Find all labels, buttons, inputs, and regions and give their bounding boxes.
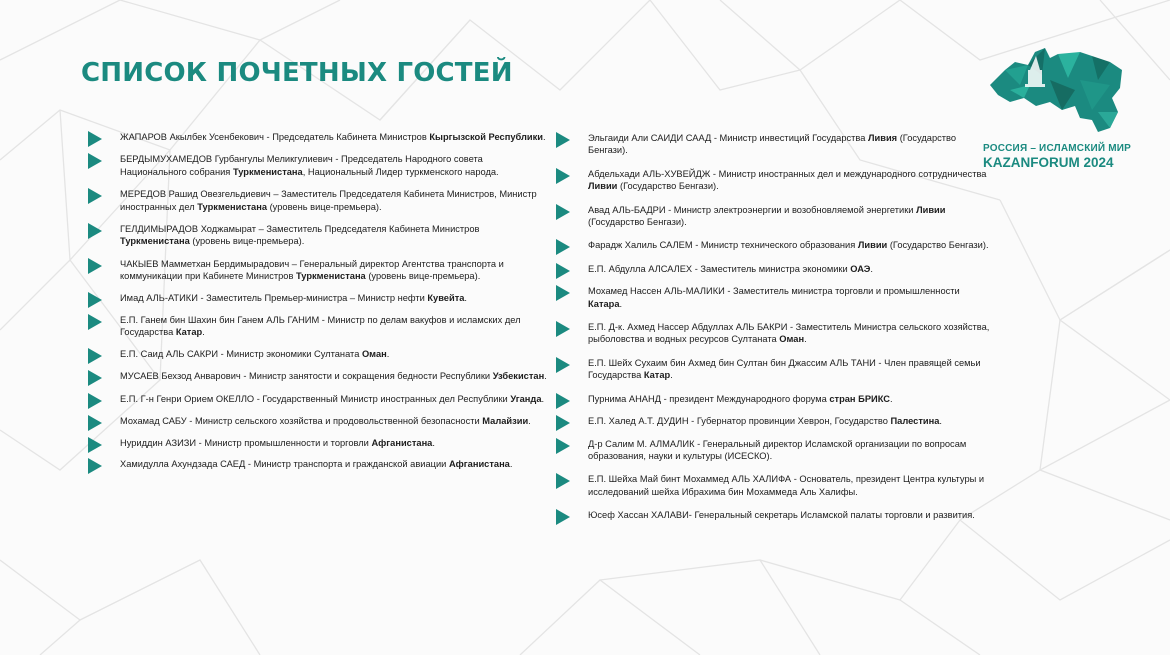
- guest-list-item: [556, 473, 996, 498]
- guest-list-right: [556, 132, 996, 532]
- guest-description: Д-р Салим М. АЛМАЛИК - Генеральный директор Исламской организации по вопросам образования, науки и культуры (ИСЕСКО).: [588, 438, 967, 461]
- kazanforum-logo: [980, 40, 1130, 170]
- guest-description-tail: .: [889, 393, 893, 404]
- guest-description: Е.П. Шейх Сухаим бин Ахмед бин Султан бин Джассим АЛЬ ТАНИ - Член правящей семьи Государства: [588, 357, 981, 381]
- guest-country: Катара: [588, 298, 620, 309]
- arrow-bullet-icon: [556, 239, 570, 255]
- guest-list-item: [556, 393, 996, 405]
- guest-description-tail: .: [804, 334, 807, 345]
- arrow-bullet-icon: [88, 393, 102, 409]
- guest-country: Кувейта: [427, 292, 465, 303]
- arrow-bullet-icon: [88, 258, 102, 274]
- arrow-bullet-icon: [556, 438, 570, 454]
- guest-country: Катар: [175, 327, 203, 338]
- guest-description: МЕРЕДОВ Рашид Овезгельдиевич – Заместитель Председателя Кабинета Министров, Министр иностранных дел: [120, 189, 537, 212]
- guest-list-item: [556, 357, 996, 382]
- guest-description-tail: .: [619, 298, 623, 309]
- guest-list-item: [88, 292, 548, 304]
- arrow-bullet-icon: [88, 415, 102, 431]
- guest-description-tail: .: [541, 393, 545, 404]
- guest-list-item: [88, 314, 548, 339]
- arrow-bullet-icon: [88, 370, 102, 386]
- page-title: СПИСОК ПОЧЕТНЫХ ГОСТЕЙ: [81, 58, 513, 88]
- guest-description: Фарадж Халиль САЛЕМ - Министр технического образования: [588, 240, 858, 251]
- guest-description: Нуриддин АЗИЗИ - Министр промышленности и торговли: [120, 437, 372, 448]
- guest-list-item: [556, 204, 996, 229]
- guest-description: Е.П. Г-н Генри Орием ОКЕЛЛО - Государственный Министр иностранных дел Республики: [120, 393, 511, 404]
- arrow-bullet-icon: [556, 393, 570, 409]
- arrow-bullet-icon: [88, 458, 102, 474]
- guest-description: МУСАЕВ Бехзод Анварович - Министр занятости и сокращения бедности Республики: [120, 371, 493, 382]
- guest-country: Ливии: [857, 240, 888, 251]
- arrow-bullet-icon: [556, 473, 570, 489]
- guest-country: Туркменистана: [232, 166, 303, 177]
- arrow-bullet-icon: [88, 223, 102, 239]
- guest-description-tail: (Государство Бенгази).: [588, 217, 687, 228]
- guest-country: Туркменистана: [295, 271, 366, 282]
- guest-description: Е.П. Абдулла АЛСАЛЕХ - Заместитель министра экономики: [588, 263, 851, 274]
- guest-description-tail: .: [939, 416, 942, 427]
- guest-list-item: [556, 239, 996, 251]
- guest-country: Оман: [779, 334, 805, 345]
- guest-country: Афганистана: [371, 437, 433, 448]
- guest-list-item: [556, 438, 996, 463]
- guest-list-item: [556, 132, 996, 157]
- guest-description: Мохамад САБУ - Министр сельского хозяйства и продовольственной безопасности: [120, 416, 483, 427]
- guest-list-item: [88, 131, 548, 143]
- arrow-bullet-icon: [88, 153, 102, 169]
- guest-country: Туркменистана: [197, 201, 267, 212]
- guest-description-tail: .: [870, 263, 873, 274]
- guest-description-tail: .: [670, 370, 673, 381]
- guest-country: Кыргызской Республики: [429, 132, 544, 142]
- guest-description-tail: .: [528, 416, 531, 427]
- guest-description-tail: (уровень вице-премьера).: [365, 271, 481, 282]
- guest-description: Абдельхади АЛЬ-ХУВЕЙДЖ - Министр иностранных дел и международного сотрудничества: [588, 168, 987, 179]
- guest-country: Палестина: [890, 416, 940, 427]
- guest-country: Узбекистан: [492, 371, 545, 382]
- arrow-bullet-icon: [88, 348, 102, 364]
- guest-list-item: [88, 153, 548, 178]
- guest-list-item: [88, 348, 548, 360]
- arrow-bullet-icon: [556, 132, 570, 148]
- guest-description: ГЕЛДИМЫРАДОВ Ходжамырат – Заместитель Председателя Кабинета Министров: [120, 224, 480, 235]
- arrow-bullet-icon: [88, 292, 102, 308]
- guest-country: ОАЭ: [850, 263, 871, 274]
- guest-list-item: [556, 415, 996, 427]
- guest-description-tail: .: [509, 458, 513, 469]
- guest-country: Оман: [361, 348, 387, 359]
- guest-list-item: [88, 437, 548, 449]
- guest-list-item: [556, 285, 996, 310]
- guest-list-item: [556, 168, 996, 193]
- guest-description: Эльгаиди Али САИДИ СААД - Министр инвестиций Государства: [588, 133, 869, 143]
- guest-country: Ливия: [868, 133, 898, 143]
- guest-description-tail: .: [432, 437, 435, 448]
- guest-description: Юсеф Хассан ХАЛАВИ- Генеральный секретарь Исламской палаты торговли и развития.: [588, 510, 975, 521]
- guest-description: Пурнима АНАНД - президент Международного форума: [588, 393, 830, 404]
- arrow-bullet-icon: [556, 509, 570, 525]
- guest-description: Хамидулла Ахундзада САЕД - Министр транспорта и гражданской авиации: [120, 458, 449, 469]
- arrow-bullet-icon: [556, 285, 570, 301]
- arrow-bullet-icon: [556, 357, 570, 373]
- arrow-bullet-icon: [556, 168, 570, 184]
- guest-description-tail: (уровень вице-премьера).: [267, 201, 382, 212]
- arrow-bullet-icon: [556, 321, 570, 337]
- guest-description-tail: .: [544, 371, 547, 382]
- guest-country: Малайзии: [482, 416, 529, 427]
- guest-list-item: [88, 223, 548, 248]
- guest-description: ЖАПАРОВ Акылбек Усенбекович - Председатель Кабинета Министров: [120, 132, 430, 142]
- tatarstan-map-icon: [980, 40, 1130, 140]
- guest-description: Е.П. Д-к. Ахмед Нассер Абдуллах АЛЬ БАКРИ - Заместитель Министра сельского хозяйства, рыболовства и водных ресурсов Султаната: [588, 322, 990, 345]
- guest-country: Ливии: [588, 181, 618, 192]
- guest-description-tail: (Государство Бенгази).: [887, 240, 989, 251]
- guest-country: Афганистана: [448, 458, 510, 469]
- guest-description-tail: , Национальный Лидер туркменского народа.: [302, 166, 499, 177]
- logo-subtitle: РОССИЯ – ИСЛАМСКИЙ МИР: [983, 143, 1132, 154]
- guest-country: стран БРИКС: [829, 393, 890, 404]
- guest-list-item: [88, 258, 548, 283]
- arrow-bullet-icon: [88, 188, 102, 204]
- guest-description: Е.П. Шейха Май бинт Мохаммед АЛЬ ХАЛИФА - Основатель, президент Центра культуры и исследований шейха Ибрахима бин Мохаммеда Аль Халифы.: [588, 474, 985, 497]
- arrow-bullet-icon: [556, 415, 570, 431]
- guest-list-item: [88, 370, 548, 382]
- guest-list-item: [556, 263, 996, 275]
- logo-event-name: KAZANFORUM 2024: [983, 155, 1114, 170]
- arrow-bullet-icon: [88, 131, 102, 147]
- guest-country: Ливии: [916, 204, 946, 215]
- guest-description-tail: .: [543, 132, 546, 142]
- arrow-bullet-icon: [88, 437, 102, 453]
- guest-description-tail: .: [464, 292, 468, 303]
- guest-list-item: [88, 458, 548, 470]
- guest-list-item: [88, 415, 548, 427]
- guest-description-tail: (Государство Бенгази).: [588, 133, 957, 156]
- guest-country: Туркменистана: [120, 236, 190, 247]
- guest-description-tail: .: [386, 348, 390, 359]
- guest-list-left: [88, 131, 548, 470]
- guest-description: Е.П. Ганем бин Шахин бин Ганем АЛЬ ГАНИМ - Министр по делам вакуфов и исламских дел Государства: [120, 315, 521, 338]
- guest-country: Уганда: [510, 393, 542, 404]
- arrow-bullet-icon: [88, 314, 102, 330]
- arrow-bullet-icon: [556, 263, 570, 279]
- guest-description: БЕРДЫМУХАМЕДОВ Гурбангулы Меликгулиевич - Председатель Народного совета Национального собрания: [120, 154, 483, 177]
- guest-description: Е.П. Халед А.Т. ДУДИН - Губернатор провинции Хеврон, Государство: [588, 416, 891, 427]
- guest-country: Катар: [643, 370, 671, 381]
- guest-list-item: [88, 393, 548, 405]
- guest-description: Имад АЛЬ-АТИКИ - Заместитель Премьер-министра – Министр нефти: [120, 292, 428, 303]
- guest-list-item: [556, 509, 996, 521]
- guest-description-tail: (Государство Бенгази).: [617, 181, 719, 192]
- arrow-bullet-icon: [556, 204, 570, 220]
- guest-description: Авад АЛЬ-БАДРИ - Министр электроэнергии и возобновляемой энергетики: [588, 204, 917, 215]
- guest-description-tail: (уровень вице-премьера).: [189, 236, 305, 247]
- guest-list-item: [88, 188, 548, 213]
- guest-description: ЧАКЫЕВ Мамметхан Бердимырадович – Генеральный директор Агентства транспорта и коммуникации при Кабинете Министров: [120, 258, 504, 282]
- guest-description: Е.П. Саид АЛЬ САКРИ - Министр экономики Султаната: [120, 348, 362, 359]
- guest-description-tail: .: [202, 327, 205, 338]
- guest-list-item: [556, 321, 996, 346]
- guest-description: Мохамед Нассен АЛЬ-МАЛИКИ - Заместитель министра торговли и промышленности: [588, 286, 960, 297]
